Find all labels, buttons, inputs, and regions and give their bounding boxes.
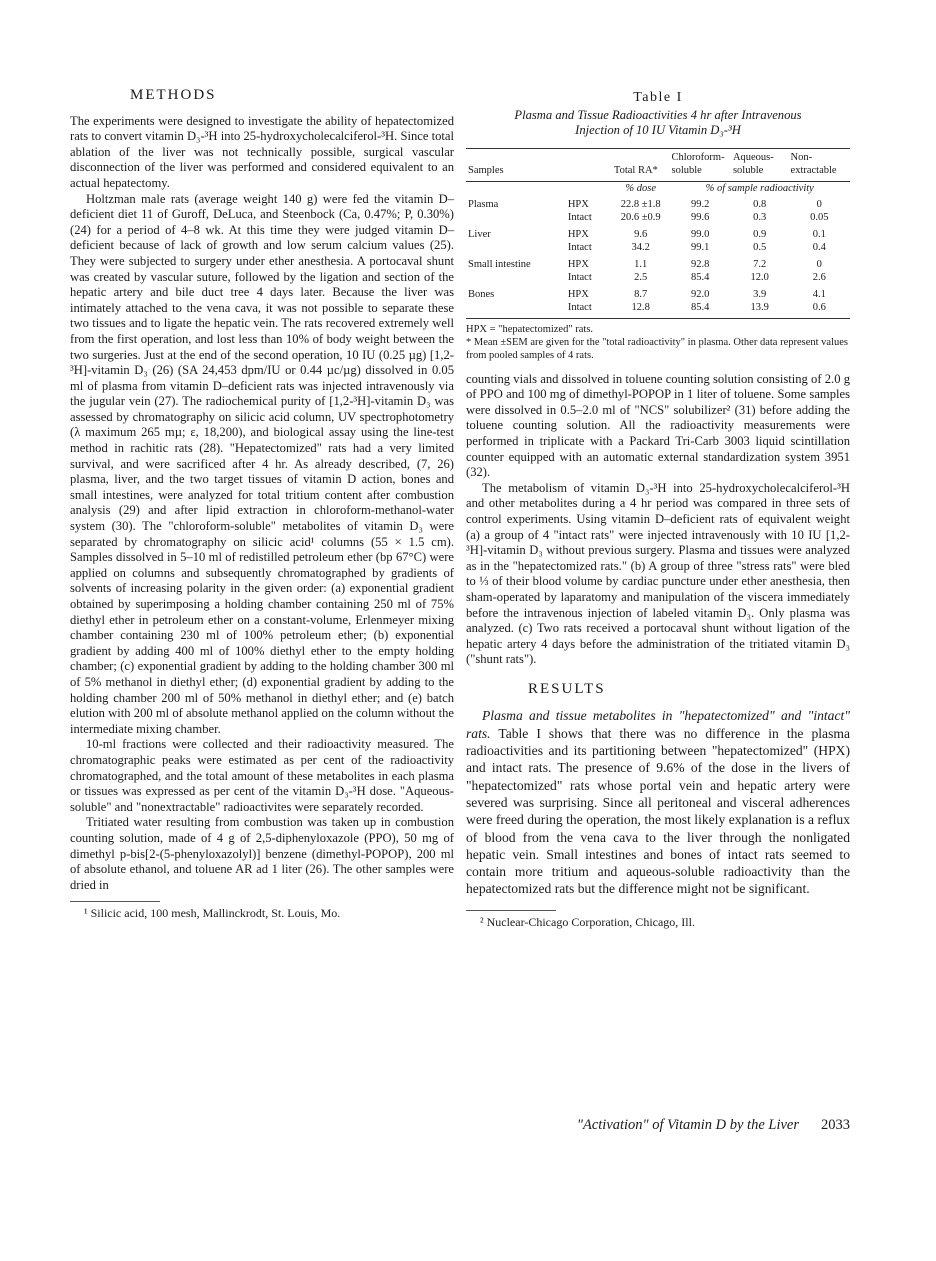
results-heading: RESULTS: [528, 680, 606, 697]
right-text-block: [466, 372, 850, 668]
table-note-hpx: HPX = "hepatectomized" rats.: [466, 323, 594, 335]
unit-cell: [566, 181, 612, 195]
col-header-total-ra: Total RA*: [612, 148, 670, 181]
unit-percent-sample-radioactivity: % of sample radioactivity: [670, 181, 851, 195]
methods-paragraph: 10-ml fractions were collected and their radioactivity measured. The chromatographic peaks were estimated as per cent of the radioactivity chromatographed, and the total amount of these metabolites in each plasma or tissues was expressed as per cent of the vitamin D₃-³H dose. "Aqueous-soluble" and "nonextractable" radioactivites were separately recorded.: [70, 737, 454, 814]
col-header-group: [566, 148, 612, 181]
table-caption: [466, 108, 850, 138]
footnote-nuclear-chicago: ² Nuclear-Chicago Corporation, Chicago, Ill.: [480, 914, 695, 929]
table-cell-value: 85.4: [691, 271, 710, 283]
table-cell-value: 1.1: [634, 258, 648, 270]
methods-continued-paragraph: counting vials and dissolved in toluene counting solution consisting of 2.0 g of PPO and 100 mg of dimethyl-POPOP in 1 liter of toluene. Some samples were dissolved in 0.5–2.0 ml of "NCS" solubilizer² (31) before adding the toluene counting solution. All the radioactivity measurements were performed in triplicate with a Packard Tri-Carb 3003 liquid scintillation counter equipped with an automatic external standardization system 3951 (32).: [466, 371, 850, 480]
table-cell-sample: Liver: [468, 228, 491, 240]
table-cell-value: 0.05: [810, 211, 829, 223]
table-cell-sample: Bones: [468, 288, 495, 300]
table-cell-sample: Small intestine: [468, 258, 531, 270]
table-cell-sample: [466, 301, 566, 319]
page-number: 2033: [821, 1117, 850, 1133]
table-cell-group: HPX: [567, 198, 589, 210]
table-cell-value: 34.2: [631, 241, 650, 253]
table-row: [466, 301, 850, 319]
table-notes: [466, 323, 850, 362]
col-header-nonextractable: Non-extractable: [789, 148, 850, 181]
table-cell-value: 92.0: [691, 288, 710, 300]
methods-paragraph: Holtzman male rats (average weight 140 g) were fed the vitamin D–deficient diet 11 of Guroff, DeLuca, and Steenbock (Ca, 0.47%; P, 0.30%) (24) for a period of 4–8 wk. At this time they were judged vitamin D–deficient because of lack of growth and low serum calcium values (25). They were subjected to surgery under ether anesthesia. A portocaval shunt was created by vascular suture, followed by the ligation and section of the hepatic artery and bile duct tree 4 days later. Because the liver was intimately attached to the vena cava, it was not possible to separate these two tissues and to ligate the hepatic vein. The rats recovered extremely well from the first operation, and lost less than 10% of body weight between the two surgeries. Just at the end of the second operation, 10 IU (0.25 µg) [1,2-³H]-vitamin D₃ (26) (SA 24,453 dpm/IU or 0.44 µc/µg) dissolved in 0.05 ml of plasma from vitamin D–deficient rats was injected intravenously via the jugular vein (27). The radiochemical purity of [1,2-³H]-vitamin D₃ was assessed by chromatography on silicic acid column, UV spectrophotometry (λ maximum 265 mµ; ε, 18,200), and biological assay using the line-test method in rachitic rats (28). "Hepatectomized" rats had a very limited survival, and were sacrificed after 4 hr. As already described, (7, 26) plasma, liver, and the two target tissues of vitamin D action, bones and small intestines, were analyzed for total tritium content after combustion analysis (29) and after lipid extraction in chloroform-methanol-water system (30). The "chloroform-soluble" metabolites of vitamin D₃ were separated by chromatography on silicic acid¹ columns (55 × 1.5 cm). Samples dissolved in 5–10 ml of redistilled petroleum ether (bp 67°C) were applied on columns and subsequently chromatographed by gradients of solvents of increasing polarity in the given order: (a) exponential gradient obtained by superimposing a holding chamber containing 250 ml of 75% diethyl ether in petroleum ether on a constant-volume, Erlenmeyer mixing chamber containing 230 ml of 100% petroleum ether; (b) exponential gradient by adding 400 ml of 100% diethyl ether to the empty holding chamber; (c) exponential gradient by adding to the holding chamber 300 ml of 5% methanol in diethyl ether; (d) exponential gradient by adding to the holding chamber 200 ml of 50% methanol in diethyl ether; and (e) batch elution with 200 ml of absolute methanol applied on the column without the intermediate mixing chamber.: [70, 191, 454, 736]
table-cell-value: 0.3: [753, 211, 767, 223]
results-paragraph: [466, 707, 850, 897]
running-footer: [577, 1117, 850, 1134]
table-row: [466, 211, 850, 224]
table-cell-group: Intact: [567, 271, 592, 283]
table-cell-group: Intact: [567, 241, 592, 253]
table-cell-group: HPX: [567, 228, 589, 240]
col-header-samples: Samples: [466, 148, 566, 181]
methods-paragraph: Tritiated water resulting from combustion was taken up in combustion counting solution, made of 4 g of 2,5-diphenyloxazole (PPO), 50 mg of dimethyl p-bis[2-(5-phenyloxazolyl)] benzene (dimethyl-POPOP), 200 ml of absolute ethanol, and toluene AR ad 1 liter (26). The other samples were dried in: [70, 815, 454, 892]
table-cell-value: 8.7: [634, 288, 648, 300]
footnote-silicic-acid: ¹ Silicic acid, 100 mesh, Mallinckrodt, St. Louis, Mo.: [84, 906, 341, 921]
running-footer-title: "Activation" of Vitamin D by the Liver: [576, 1117, 799, 1133]
table-cell-value: 7.2: [753, 258, 767, 270]
table-cell-value: 92.8: [691, 258, 710, 270]
table-cell-sample: Plasma: [468, 198, 499, 210]
radioactivity-table: [466, 148, 850, 319]
unit-cell: [466, 181, 566, 195]
table-note-mean: * Mean ±SEM are given for the "total radioactivity" in plasma. Other data represent values from pooled samples of 4 rats.: [466, 336, 849, 361]
table-cell-value: 13.9: [731, 301, 789, 319]
results-text: Table I shows that there was no difference in the plasma radioactivities and its partitioning between "hepatectomized" (HPX) and intact rats. The presence of 9.6% of the dose in the livers of "hepatectomized" rats whose portal vein and hepatic artery were severed was surprising. Since all peritoneal and visceral adherences were freed during the operation, the most likely explanation is a reflux of blood from the vena cava to the liver through the nonligated hepatic vein. Small intestines and bones of intact rats seemed to contain more tritium and aqueous-soluble radioactivity than the hepatectomized rats but the difference might not be significant.: [466, 725, 850, 897]
right-column: [466, 88, 850, 930]
table-cell-value: 99.1: [691, 241, 710, 253]
table-cell-value: 99.6: [691, 211, 710, 223]
table-cell-value: 99.2: [691, 198, 710, 210]
table-cell-value: 0: [816, 258, 822, 270]
table-cell-value: 2.5: [634, 271, 648, 283]
table-title: Table I: [633, 90, 683, 105]
table-row: [466, 271, 850, 284]
col-header-aqueous-soluble: Aqueous-soluble: [731, 148, 789, 181]
table-header-row: [466, 148, 850, 181]
table-row: [466, 224, 850, 241]
table-cell-value: 2.6: [812, 271, 826, 283]
table-cell-group: Intact: [567, 211, 592, 223]
col-header-chloroform-soluble: Chloroform-soluble: [670, 148, 731, 181]
footnote-divider: [466, 910, 556, 911]
table-cell-value: 22.8 ±1.8: [620, 198, 661, 210]
table-cell-value: 12.8: [612, 301, 670, 319]
table-cell-value: 85.4: [670, 301, 731, 319]
table-cell-value: 0.9: [753, 228, 767, 240]
left-column: [70, 88, 454, 922]
table-cell-sample: [466, 241, 566, 254]
table-cell-sample: [466, 211, 566, 224]
results-body: [466, 707, 850, 897]
methods-paragraph: The experiments were designed to investigate the ability of hepatectomized rats to convert vitamin D₃-³H into 25-hydroxycholecalciferol-³H. Since total ablation of the liver was not technically possible, surgical vascular disconnection of the liver was performed and considered equivalent to an actual hepatectomy.: [70, 113, 454, 190]
results-lead: Plasma and tissue metabolites in "hepatectomized" and "intact" rats.: [466, 708, 850, 741]
table-cell-group: HPX: [567, 258, 589, 270]
table-cell-value: 3.9: [753, 288, 767, 300]
table-body: [466, 195, 850, 319]
table-cell-value: 12.0: [750, 271, 769, 283]
table-row: [466, 195, 850, 211]
table-unit-row: [466, 181, 850, 195]
table-row: [466, 284, 850, 301]
table-cell-value: 0.6: [789, 301, 850, 319]
table-cell-value: 0.5: [753, 241, 767, 253]
unit-percent-dose: % dose: [612, 181, 670, 195]
table-row: [466, 241, 850, 254]
methods-controls-paragraph: The metabolism of vitamin D₃-³H into 25-hydroxycholecalciferol-³H and other metabolites during a 4 hr period was compared in three sets of control experiments. Using vitamin D–deficient rats of equivalent weight (a) a group of 4 "intact rats" were injected intravenously with 10 IU [1,2-³H]-vitamin D₃ without previous surgery. Plasma and tissues were analyzed as in the "hepatectomized rats." (b) A group of three "stress rats" were bled to ⅓ of their blood volume by cardiac puncture under ether anesthesia, then sham-operated by laparatomy and manipulation of the viscera immediately before the intravenous injection of labeled vitamin D₃. Only plasma was analyzed. (c) Two rats received a portocaval shunt without ligation of the hepatic artery 4 days before the administration of the tritiated vitamin D₃ ("shunt rats").: [466, 480, 850, 667]
table-cell-group: Intact: [566, 301, 612, 319]
table-cell-sample: [466, 271, 566, 284]
table-cell-value: 0.1: [812, 228, 826, 240]
methods-heading: METHODS: [130, 87, 217, 103]
table-caption-line-2: Injection of 10 IU Vitamin D₃-³H: [575, 122, 741, 137]
table-cell-value: 0: [816, 198, 822, 210]
footnote-divider: [70, 901, 160, 902]
table-caption-line-1: Plasma and Tissue Radioactivities 4 hr after Intravenous: [514, 107, 802, 122]
table-cell-value: 4.1: [812, 288, 826, 300]
table-row: [466, 254, 850, 271]
table-cell-value: 20.6 ±0.9: [620, 211, 661, 223]
table-cell-value: 0.8: [753, 198, 767, 210]
table-cell-value: 9.6: [634, 228, 648, 240]
table-cell-group: HPX: [567, 288, 589, 300]
table-cell-value: 0.4: [812, 241, 826, 253]
table-cell-value: 99.0: [691, 228, 710, 240]
